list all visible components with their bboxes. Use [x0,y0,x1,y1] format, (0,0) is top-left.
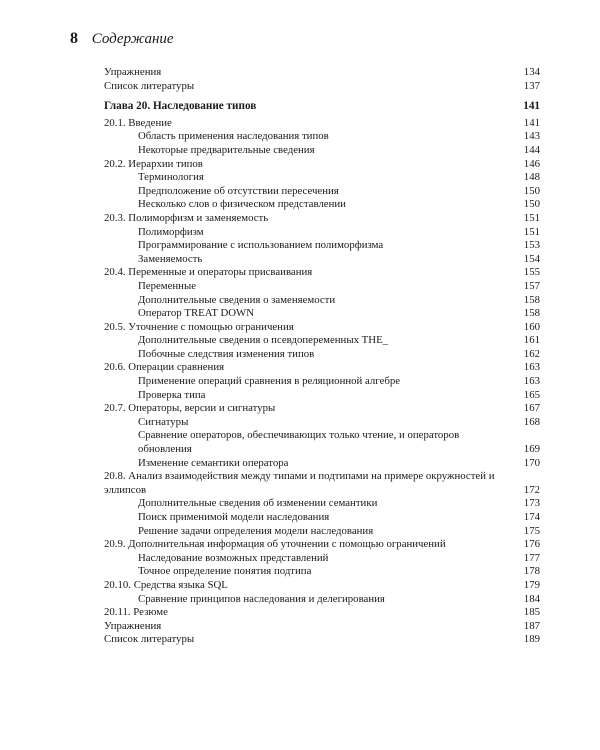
toc-entry-page: 150 [523,198,540,211]
toc-section-entry[interactable] [104,633,540,647]
toc-entry-title: Список литературы [104,79,195,92]
toc-entry-page: 187 [523,619,540,632]
toc-entry-title: Несколько слов о физическом представлении [138,198,346,211]
toc-entry-title: Сравнение операторов, обеспечивающих только чтение, и операторов обновления [138,429,460,456]
toc-section-entry[interactable] [104,620,540,634]
toc-entry-page: 185 [523,606,540,619]
toc-entry-page: 161 [523,334,540,347]
toc-subsection-entry[interactable] [104,525,540,539]
toc-entry-title: 20.10. Средства языка SQL [104,578,228,591]
toc-entry-page: 160 [523,320,540,333]
toc-entry-page: 148 [523,171,540,184]
toc-subsection-entry[interactable] [104,226,540,240]
toc-entry-title: Наследование возможных представлений [138,551,329,564]
toc-entry-title: 20.9. Дополнительная информация об уточнении с помощью ограничений [104,538,446,551]
toc-subsection-entry[interactable] [104,497,540,511]
toc-subsection-entry[interactable] [104,171,540,185]
toc-entry-title: Побочные следствия изменения типов [138,347,315,360]
running-title: Содержание [91,31,174,47]
toc-entry-title: 20.3. Полиморфизм и заменяемость [104,211,269,224]
toc-chapter-entry[interactable] [104,100,540,114]
toc-section-entry[interactable] [104,212,540,226]
toc-entry-title: Применение операций сравнения в реляционной алгебре [138,375,401,388]
toc-entry-page: 151 [523,225,540,238]
toc-subsection-entry[interactable] [104,130,540,144]
toc-entry-title: Упражнения [104,66,162,78]
toc-entry-page: 168 [523,415,540,428]
toc-entry-title: Глава 20. Наследование типов [104,100,257,113]
toc-entry-title: Упражнения [104,619,162,632]
toc-entry-title: Некоторые предварительные сведения [138,143,315,156]
toc-entry-page: 157 [523,279,540,292]
toc-entry-page: 173 [523,497,540,510]
toc-entry-page: 179 [523,578,540,591]
toc-entry-title: 20.1. Введение [104,116,172,129]
toc-section-entry[interactable] [104,66,540,80]
toc-entry-title: Программирование с использованием полиморфизма [138,239,384,252]
toc-subsection-entry[interactable] [104,144,540,158]
toc-entry-page: 141 [523,116,540,129]
toc-entry-title: Дополнительные сведения об изменении семантики [138,497,378,510]
toc-subsection-entry[interactable] [104,375,540,389]
toc-entry-page: 177 [523,551,540,564]
toc-entry-page: 165 [523,388,540,401]
toc-entry-page: 163 [523,361,540,374]
toc-entry-title: Предположение об отсутствии пересечения [138,184,339,197]
toc-entry-title: 20.11. Резюме [104,606,168,619]
toc-entry-title: Переменные [138,279,197,292]
toc-subsection-entry[interactable] [104,593,540,607]
toc-entry-page: 137 [523,79,540,92]
toc-subsection-entry[interactable] [104,457,540,471]
toc-entry-title: Точное определение понятия подтипа [138,565,312,578]
toc-section-entry[interactable] [104,266,540,280]
toc-entry-page: 169 [523,443,540,456]
toc-entry-title: Полиморфизм [138,225,204,238]
toc-subsection-entry[interactable] [104,565,540,579]
toc-section-entry[interactable] [104,579,540,593]
toc-entry-page: 178 [523,565,540,578]
chapter-spacer [104,93,540,100]
toc-entry-title: Изменение семантики оператора [138,456,289,469]
toc-entry-title: Поиск применимой модели наследования [138,511,330,523]
toc-section-entry[interactable] [104,158,540,172]
toc-section-entry[interactable] [104,402,540,416]
toc-section-entry[interactable] [104,361,540,375]
toc-entry-title: Сигнатуры [138,415,189,428]
toc-entry-page: 162 [523,347,540,360]
toc-entry-page: 175 [523,524,540,537]
toc-entry-title: 20.4. Переменные и операторы присваивания [104,266,313,279]
toc-subsection-entry[interactable] [104,280,540,294]
toc-entry-title: 20.6. Операции сравнения [104,361,225,374]
toc-entry-title: Оператор TREAT DOWN [138,307,255,320]
toc-section-entry[interactable] [104,321,540,335]
toc-subsection-entry[interactable] [104,185,540,199]
toc-subsection-entry[interactable] [104,294,540,308]
toc-subsection-entry[interactable] [104,307,540,321]
toc-entry-title: Область применения наследования типов [138,130,329,143]
toc-entry-page: 146 [523,157,540,170]
page-header [70,30,174,48]
toc-entry-title: 20.7. Операторы, версии и сигнатуры [104,402,276,415]
toc-section-entry[interactable] [104,117,540,131]
toc-entry-title: Дополнительные сведения о заменяемости [138,293,336,306]
toc-entry-page: 184 [523,592,540,605]
toc-entry-page: 170 [523,456,540,469]
toc-entry-page: 174 [523,511,540,523]
toc-subsection-entry[interactable] [104,348,540,362]
toc-section-entry[interactable] [104,470,540,497]
toc-entry-page: 172 [523,483,540,496]
toc-entry-page: 153 [523,239,540,252]
toc-entry-page: 155 [523,266,540,279]
toc-entry-page: 189 [523,633,540,646]
toc-entry-title: 20.5. Уточнение с помощью ограничения [104,320,294,333]
toc-subsection-entry[interactable] [104,416,540,430]
toc-subsection-entry[interactable] [104,198,540,212]
toc-subsection-entry[interactable] [104,429,540,456]
toc-section-entry[interactable] [104,80,540,94]
toc-entry-title: Терминология [138,171,204,184]
toc-entry-page: 141 [523,100,540,113]
toc-entry-title: Заменяемость [138,252,203,265]
toc-entry-page: 134 [523,66,540,78]
toc-subsection-entry[interactable] [104,239,540,253]
toc-entry-title: Проверка типа [138,388,206,401]
toc-entry-page: 143 [523,130,540,143]
toc-entry-page: 176 [523,538,540,551]
table-of-contents [104,66,540,647]
toc-entry-page: 163 [523,375,540,388]
toc-entry-page: 150 [523,184,540,197]
toc-section-entry[interactable] [104,538,540,552]
toc-entry-page: 151 [523,211,540,224]
toc-entry-page: 158 [523,307,540,320]
toc-entry-page: 154 [523,252,540,265]
toc-entry-title: Список литературы [104,633,195,646]
toc-subsection-entry[interactable] [104,334,540,348]
toc-subsection-entry[interactable] [104,511,540,525]
toc-entry-page: 158 [523,293,540,306]
toc-section-entry[interactable] [104,606,540,620]
toc-entry-title: Решение задачи определения модели наследования [138,524,374,537]
toc-entry-page: 167 [523,402,540,415]
toc-entry-page: 144 [523,143,540,156]
toc-entry-title: Сравнение принципов наследования и делегирования [138,592,385,605]
page-number: 8 [70,30,78,47]
toc-subsection-entry[interactable] [104,253,540,267]
toc-entry-title: 20.2. Иерархии типов [104,157,203,170]
toc-subsection-entry[interactable] [104,389,540,403]
toc-subsection-entry[interactable] [104,552,540,566]
toc-entry-title: Дополнительные сведения о псевдопеременных THE_ [138,334,389,347]
toc-entry-title: 20.8. Анализ взаимодействия между типами и подтипами на примере окружностей и эллипсов [104,470,495,496]
